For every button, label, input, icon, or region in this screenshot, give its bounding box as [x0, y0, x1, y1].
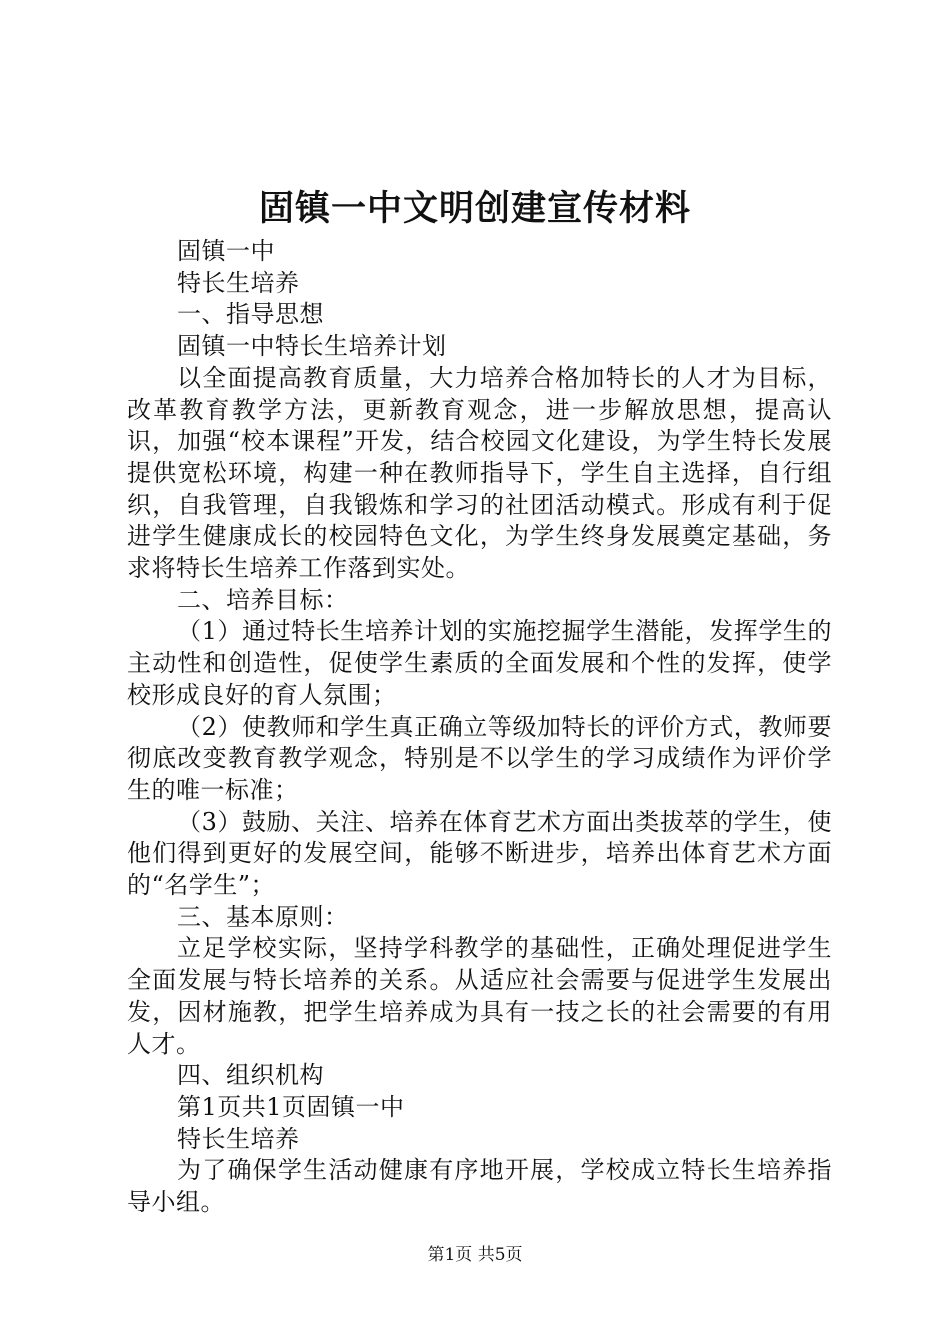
paragraph: 特长生培养: [177, 268, 300, 297]
paragraph: 第1页共1页固镇一中: [177, 1092, 405, 1121]
paragraph: 以全面提高教育质量，大力培养合格加特长的人才为目标，改革教育教学方法，更新教育观念，进一步解放思想，提高认识，加强“校本课程”开发，结合校园文化建设，为学生特长发展提供宽松环境，构建一种在教师指导下，学生自主选择，自行组织，自我管理，自我锻炼和学习的社团活动模式。形成有利于促进学生健康成长的校园特色文化，为学生终身发展奠定基础，务求将特长生培养工作落到实处。: [127, 363, 832, 583]
section-heading: 三、基本原则：: [177, 902, 349, 931]
paragraph: 为了确保学生活动健康有序地开展，学校成立特长生培养指导小组。: [127, 1156, 832, 1217]
paragraph: 固镇一中: [177, 237, 275, 265]
section-heading: 二、培养目标：: [177, 585, 349, 614]
paragraph: （1）通过特长生培养计划的实施挖掘学生潜能，发挥学生的主动性和创造性，促使学生素质的全面发展和个性的发挥，使学校形成良好的育人氛围；: [127, 617, 832, 709]
paragraph: 固镇一中特长生培养计划: [177, 332, 447, 361]
section-heading: 一、指导思想: [177, 300, 324, 329]
document-title: 固镇一中文明创建宣传材料: [258, 188, 691, 229]
paragraph: （2）使教师和学生真正确立等级加特长的评价方式，教师要彻底改变教育教学观念，特别是不以学生的学习成绩作为评价学生的唯一标准；: [127, 712, 832, 804]
document-body: [127, 236, 832, 1219]
paragraph: 立足学校实际，坚持学科教学的基础性，正确处理促进学生全面发展与特长培养的关系。从适应社会需要与促进学生发展出发，因材施教，把学生培养成为具有一技之长的社会需要的有用人才。: [127, 934, 832, 1058]
page-footer: 第1页 共5页: [427, 1245, 523, 1265]
paragraph: 特长生培养: [177, 1124, 300, 1153]
paragraph: （3）鼓励、关注、培养在体育艺术方面出类拔萃的学生，使他们得到更好的发展空间，能够不断进步，培养出体育艺术方面的“名学生”；: [127, 807, 832, 900]
section-heading: 四、组织机构: [177, 1061, 324, 1090]
